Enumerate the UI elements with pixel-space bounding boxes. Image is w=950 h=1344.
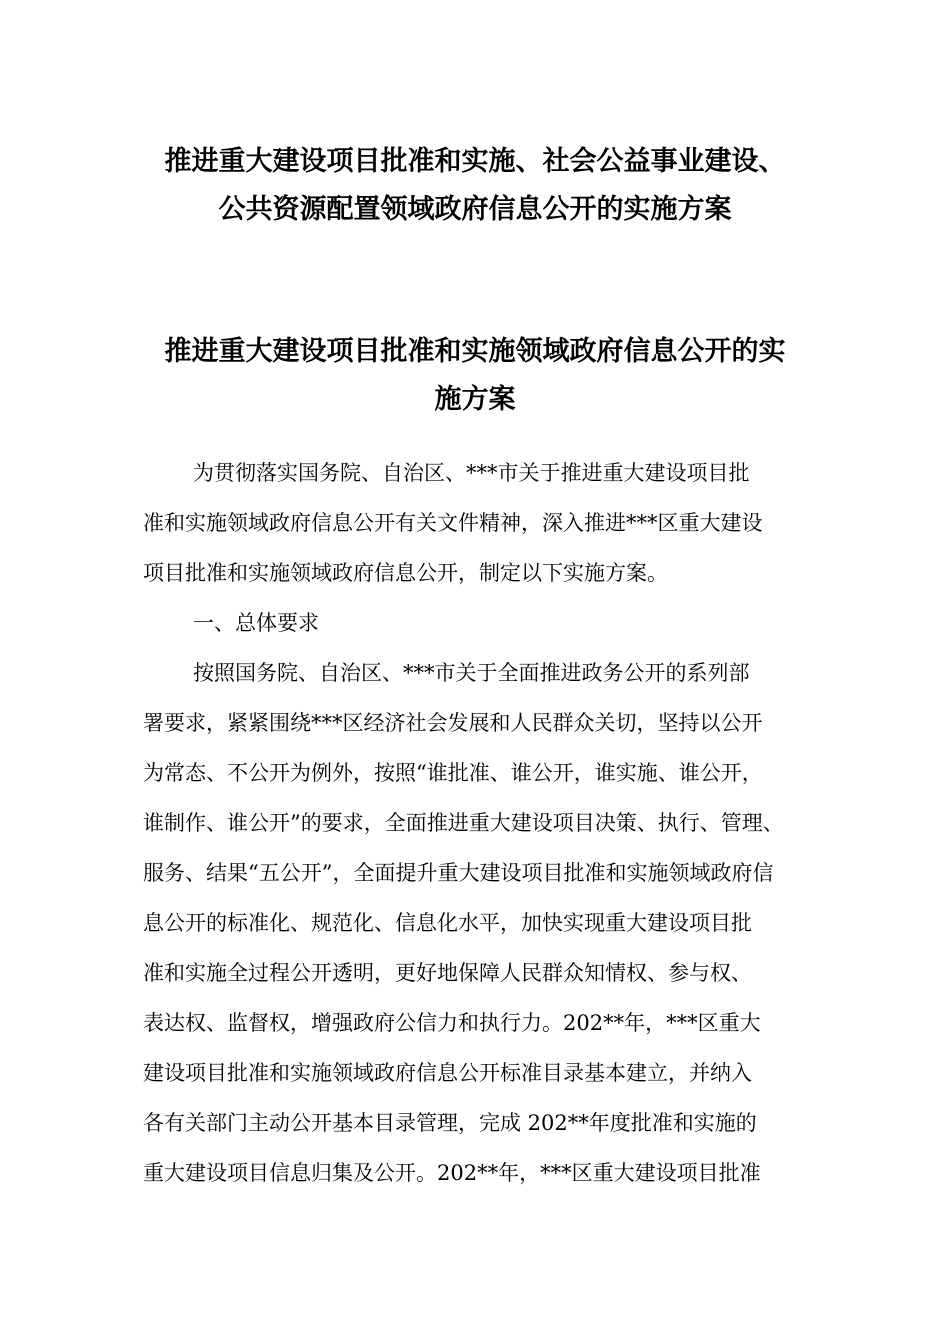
paragraph-line: 服务、结果“五公开”，全面提升重大建设项目批准和实施领域政府信 [143, 861, 774, 885]
paragraph-line: 建设项目批准和实施领域政府信息公开标准目录基本建立，并纳入 [143, 1061, 752, 1085]
main-title-line: 公共资源配置领域政府信息公开的实施方案 [218, 194, 732, 225]
paragraph-line: 准和实施全过程公开透明，更好地保障人民群众知情权、参与权、 [143, 961, 752, 985]
paragraph-line: 息公开的标准化、规范化、信息化水平，加快实现重大建设项目批 [143, 911, 752, 935]
document-main-title [100, 138, 850, 234]
paragraph-line: 为贯彻落实国务院、自治区、***市关于推进重大建设项目批 [193, 461, 750, 485]
paragraph-line: 谁制作、谁公开”的要求，全面推进重大建设项目决策、执行、管理、 [143, 811, 784, 835]
document-section-title [100, 328, 850, 424]
paragraph-line: 署要求，紧紧围绕***区经济社会发展和人民群众关切，坚持以公开 [143, 711, 763, 735]
section-heading: 一、总体要求 [193, 611, 319, 635]
main-title-line: 推进重大建设项目批准和实施、社会公益事业建设、 [164, 146, 786, 177]
paragraph-line: 按照国务院、自治区、***市关于全面推进政务公开的系列部 [193, 661, 750, 685]
paragraph-line: 重大建设项目信息归集及公开。202**年，***区重大建设项目批准 [143, 1161, 761, 1185]
paragraph-line: 为常态、不公开为例外，按照“谁批准、谁公开，谁实施、谁公开， [143, 761, 763, 785]
paragraph-line: 表达权、监督权，增强政府公信力和执行力。202**年，***区重大 [143, 1011, 761, 1035]
paragraph-line: 各有关部门主动公开基本目录管理，完成 202**年度批准和实施的 [143, 1111, 757, 1135]
paragraph-line: 准和实施领域政府信息公开有关文件精神，深入推进***区重大建设 [143, 511, 763, 535]
section-title-line: 推进重大建设项目批准和实施领域政府信息公开的实 [164, 336, 786, 367]
paragraph-line: 项目批准和实施领域政府信息公开，制定以下实施方案。 [143, 561, 668, 585]
section-title-line: 施方案 [434, 384, 516, 415]
document-body [143, 448, 813, 1198]
